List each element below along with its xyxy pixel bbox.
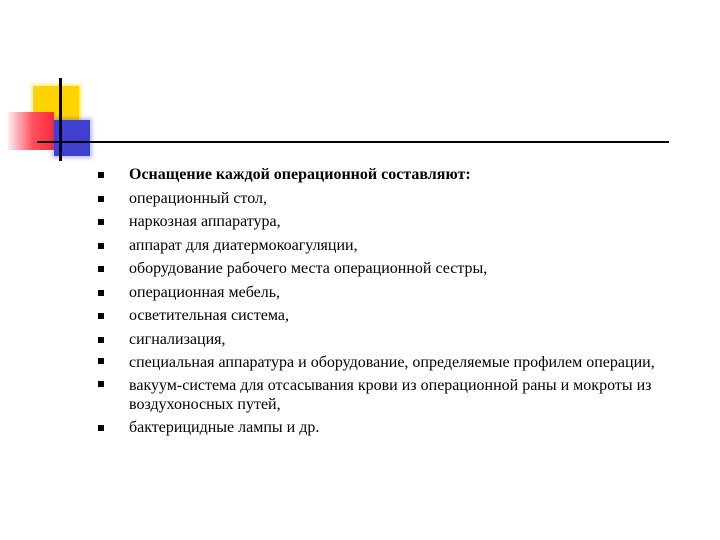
decor-vertical-line: [59, 78, 62, 161]
square-bullet-icon: [98, 425, 104, 431]
list-item-text: осветительная система,: [129, 307, 289, 324]
decor-red-square: [8, 112, 54, 150]
list-item: [98, 234, 698, 258]
square-bullet-icon: [98, 266, 104, 272]
list-item: [98, 351, 698, 374]
list-item-text: операционная мебель,: [129, 283, 281, 301]
list-item: [98, 304, 698, 328]
list-item: [98, 328, 698, 352]
square-bullet-icon: [98, 172, 104, 178]
list-item: [98, 210, 698, 234]
list-item: [98, 163, 698, 187]
list-heading: Оснащение каждой операционной составляют:: [129, 166, 471, 183]
list-item-text: аппарат для диатермокоагуляции,: [129, 236, 358, 254]
square-bullet-icon: [98, 337, 104, 343]
list-item: [98, 281, 698, 305]
list-item: [98, 257, 698, 281]
square-bullet-icon: [98, 313, 104, 319]
list-item-text: специальная аппаратура и оборудование, определяемые профилем операции,: [129, 354, 655, 371]
list-item: [98, 416, 698, 440]
title-divider-line: [37, 141, 669, 143]
list-item-text: сигнализация,: [129, 330, 226, 348]
square-bullet-icon: [98, 358, 104, 364]
list-item-text: оборудование рабочего места операционной сестры,: [129, 260, 488, 277]
square-bullet-icon: [98, 243, 104, 249]
square-bullet-icon: [98, 290, 104, 296]
list-item-text: вакуум-система для отсасывания крови из операционной раны и мокроты из воздухоносных путей,: [129, 377, 652, 413]
list-item: [98, 187, 698, 211]
list-item: [98, 374, 698, 416]
square-bullet-icon: [98, 381, 104, 387]
square-bullet-icon: [98, 196, 104, 202]
list-item-text: бактерицидные лампы и др.: [129, 419, 320, 436]
square-bullet-icon: [98, 219, 104, 225]
bullet-list: [98, 163, 698, 440]
list-item-text: наркозная аппаратура,: [129, 213, 281, 230]
list-item-text: операционный стол,: [129, 189, 267, 207]
